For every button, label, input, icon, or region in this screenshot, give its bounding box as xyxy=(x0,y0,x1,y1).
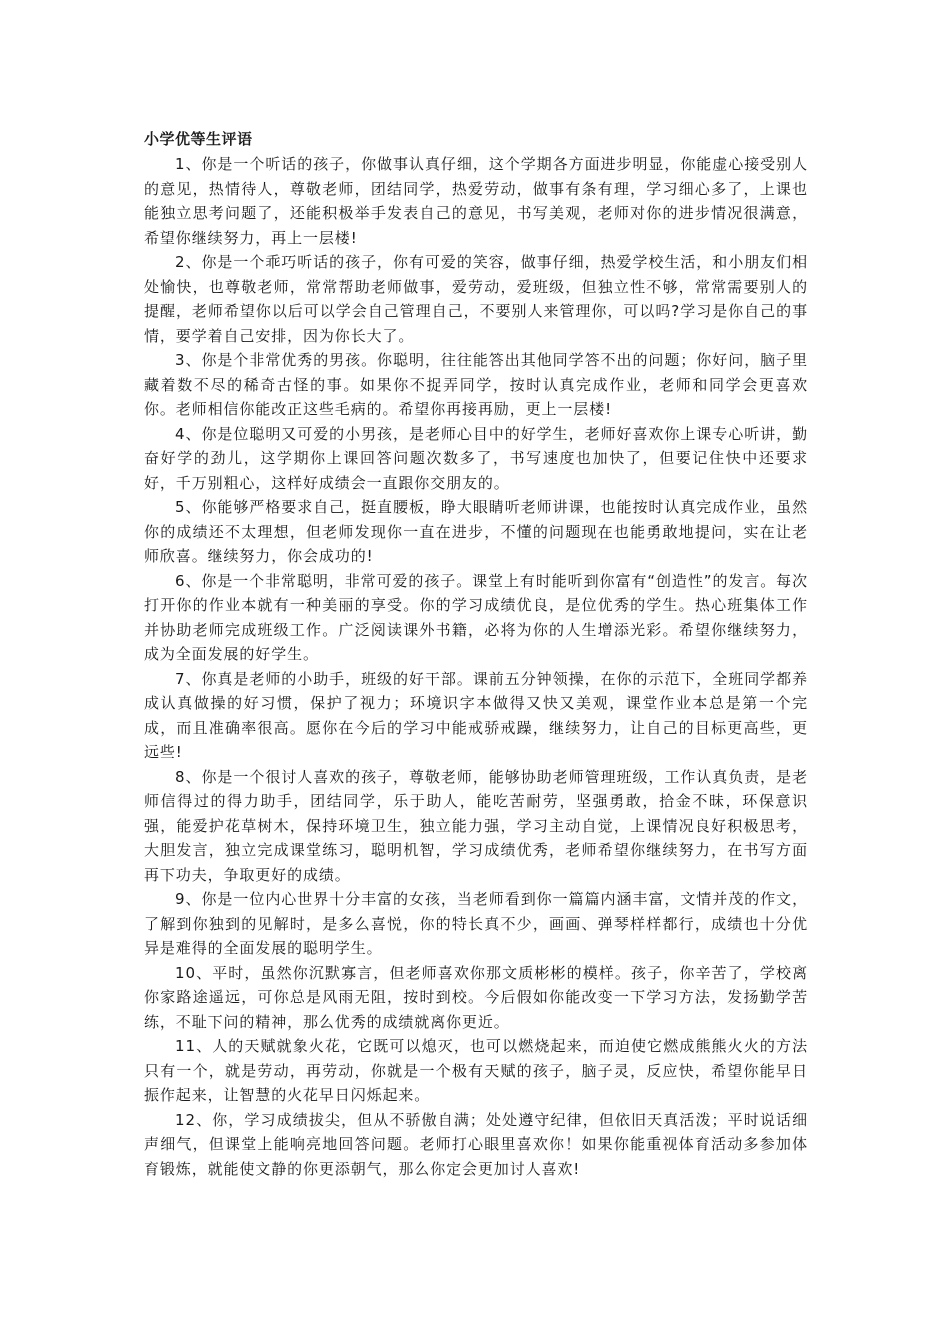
comment-paragraph-9: 9、你是一位内心世界十分丰富的女孩，当老师看到你一篇篇内涵丰富，文情并茂的作文，了解到你独到的见解时，是多么喜悦，你的特长真不少，画画、弹琴样样都行，成绩也十分优异是难得的全面发展的聪明学生。 xyxy=(144,890,808,957)
comment-paragraph-12: 12、你，学习成绩拔尖，但从不骄傲自满；处处遵守纪律，但依旧天真活泼；平时说话细声细气，但课堂上能响亮地回答问题。老师打心眼里喜欢你！如果你能重视体育活动多参加体育锻炼，就能使文静的你更添朝气，那么你定会更加讨人喜欢! xyxy=(144,1110,808,1178)
comment-paragraph-5: 5、你能够严格要求自己，挺直腰板，睁大眼睛听老师讲课，也能按时认真完成作业，虽然你的成绩还不太理想，但老师发现你一直在进步，不懂的问题现在也能勇敢地提问，实在让老师欣喜。继续努力，你会成功的! xyxy=(144,498,808,565)
comment-paragraph-7: 7、你真是老师的小助手，班级的好干部。课前五分钟领操，在你的示范下，全班同学都养成认真做操的好习惯，保护了视力；环境识字本做得又快又美观，课堂作业本总是第一个完成，而且准确率很高。愿你在今后的学习中能戒骄戒躁，继续努力，让自己的目标更高些，更远些! xyxy=(144,669,808,761)
comment-paragraph-11: 11、人的天赋就象火花，它既可以熄灭，也可以燃烧起来，而迫使它燃成熊熊火火的方法只有一个，就是劳动，再劳动，你就是一个极有天赋的孩子，脑子灵，反应快，希望你能早日振作起来，让智慧的火花早日闪烁起来。 xyxy=(144,1037,808,1104)
document-page xyxy=(144,128,808,1181)
comment-paragraph-1: 1、你是一个听话的孩子，你做事认真仔细，这个学期各方面进步明显，你能虚心接受别人的意见，热情待人，尊敬老师，团结同学，热爱劳动，做事有条有理，学习细心多了，上课也能独立思考问题了，还能积极举手发表自己的意见，书写美观，老师对你的进步情况很满意，希望你继续努力，再上一层楼! xyxy=(144,155,808,247)
comment-paragraph-3: 3、你是个非常优秀的男孩。你聪明，往往能答出其他同学答不出的问题；你好问，脑子里藏着数不尽的稀奇古怪的事。如果你不捉弄同学，按时认真完成作业，老师和同学会更喜欢你。老师相信你能改正这些毛病的。希望你再接再励，更上一层楼! xyxy=(144,351,808,418)
document-title: 小学优等生评语 xyxy=(144,130,253,148)
comment-paragraph-2: 2、你是一个乖巧听话的孩子，你有可爱的笑容，做事仔细，热爱学校生活，和小朋友们相处愉快，也尊敬老师，常常帮助老师做事，爱劳动，爱班级，但独立性不够，常常需要别人的提醒，老师希望你以后可以学会自己管理自己，不要别人来管理你，可以吗?学习是你自己的事情，要学着自己安排，因为你长大了。 xyxy=(144,253,808,345)
comment-paragraph-8: 8、你是一个很讨人喜欢的孩子，尊敬老师，能够协助老师管理班级，工作认真负责，是老师信得过的得力助手，团结同学，乐于助人，能吃苦耐劳，坚强勇敢，拾金不昧，环保意识强，能爱护花草树木，保持环境卫生，独立能力强，学习主动自觉，上课情况良好积极思考，大胆发言，独立完成课堂练习，聪明机智，学习成绩优秀，老师希望你继续努力，在书写方面再下功夫，争取更好的成绩。 xyxy=(144,767,808,884)
comment-paragraph-4: 4、你是位聪明又可爱的小男孩，是老师心目中的好学生，老师好喜欢你上课专心听讲，勤奋好学的劲儿，这学期你上课回答问题次数多了，书写速度也加快了，但要记住快中还要求好，千万别粗心，这样好成绩会一直跟你交朋友的。 xyxy=(144,424,808,492)
comment-paragraph-6: 6、你是一个非常聪明，非常可爱的孩子。课堂上有时能听到你富有“创造性”的发言。每次打开你的作业本就有一种美丽的享受。你的学习成绩优良，是位优秀的学生。热心班集体工作并协助老师完成班级工作。广泛阅读课外书籍，必将为你的人生增添光彩。希望你继续努力，成为全面发展的好学生。 xyxy=(144,571,808,663)
comment-paragraph-10: 10、平时，虽然你沉默寡言，但老师喜欢你那文质彬彬的模样。孩子，你辛苦了，学校离你家路途遥远，可你总是风雨无阻，按时到校。今后假如你能改变一下学习方法，发扬勤学苦练，不耻下问的精神，那么优秀的成绩就离你更近。 xyxy=(144,963,808,1031)
